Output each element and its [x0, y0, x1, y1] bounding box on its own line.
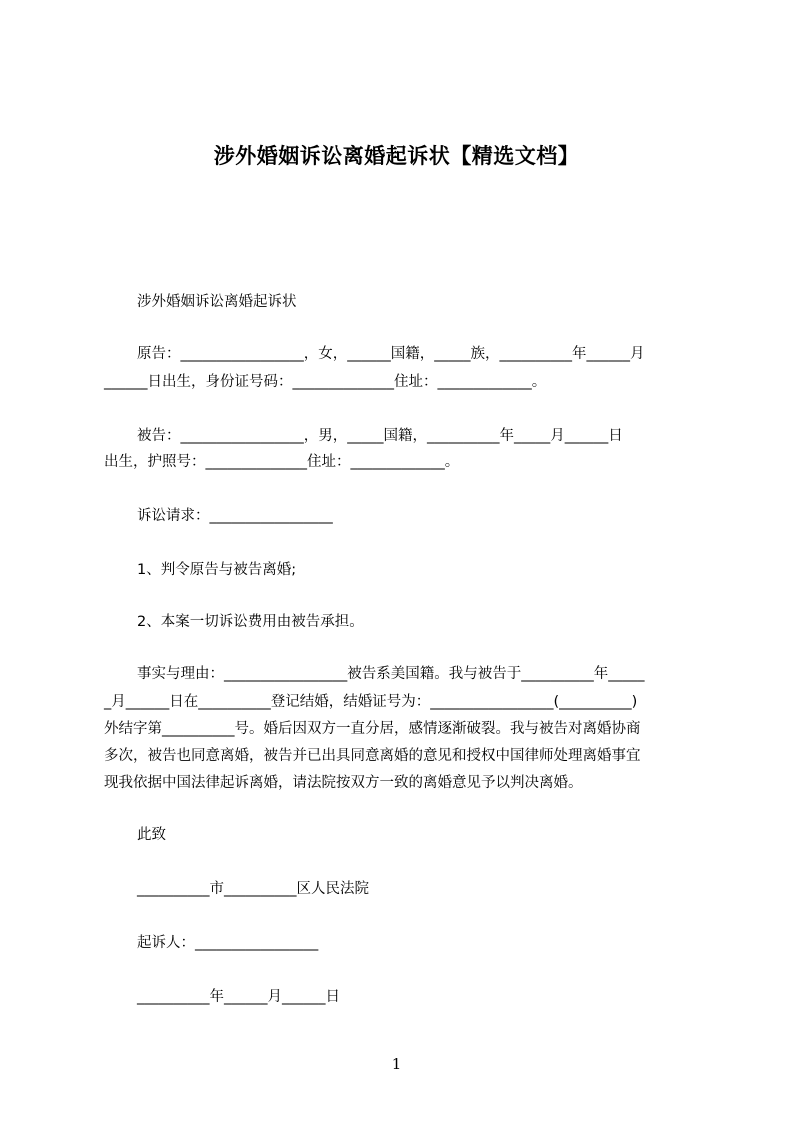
document-title: 涉外婚姻诉讼离婚起诉状【精选文档】	[213, 144, 580, 168]
defendant-line-2: 出生，护照号：______________住址：_____________。	[104, 454, 460, 470]
facts-line: 多次，被告也同意离婚，被告并已出具同意离婚的意见和授权中国律师处理离婚事宜	[104, 748, 641, 764]
defendant-line-1: 被告：_________________，男，_____国籍，__________年_____月______日	[137, 428, 623, 444]
closing-salutation: 此致	[137, 827, 166, 843]
claim-item: 2、本案一切诉讼费用由被告承担。	[137, 614, 364, 630]
date-line: __________年______月______日	[137, 989, 340, 1005]
facts-line: 外结字第__________号。婚后因双方一直分居，感情逐渐破裂。我与被告对离婚协商	[104, 721, 641, 737]
facts-line: 现我依据中国法律起诉离婚，请法院按双方一致的离婚意见予以判决离婚。	[104, 775, 583, 791]
plaintiff-line-2: ______日出生，身份证号码：______________住址：_____________。	[104, 374, 547, 390]
facts-line: _月______日在__________登记结婚，结婚证号为：_________________(__________)	[104, 694, 638, 710]
document-subtitle: 涉外婚姻诉讼离婚起诉状	[137, 294, 297, 310]
page-number: 1	[391, 1055, 402, 1073]
plaintiff-line-1: 原告：_________________，女，______国籍，_____族，__________年______月	[137, 346, 645, 362]
claims-heading: 诉讼请求：_________________	[137, 508, 333, 524]
facts-line: 事实与理由：_________________被告系美国籍。我与被告于__________年_____	[137, 666, 645, 682]
claim-item: 1、判令原告与被告离婚;	[137, 562, 297, 578]
signature-line: 起诉人：_________________	[137, 935, 319, 951]
court-line: __________市__________区人民法院	[137, 881, 369, 897]
